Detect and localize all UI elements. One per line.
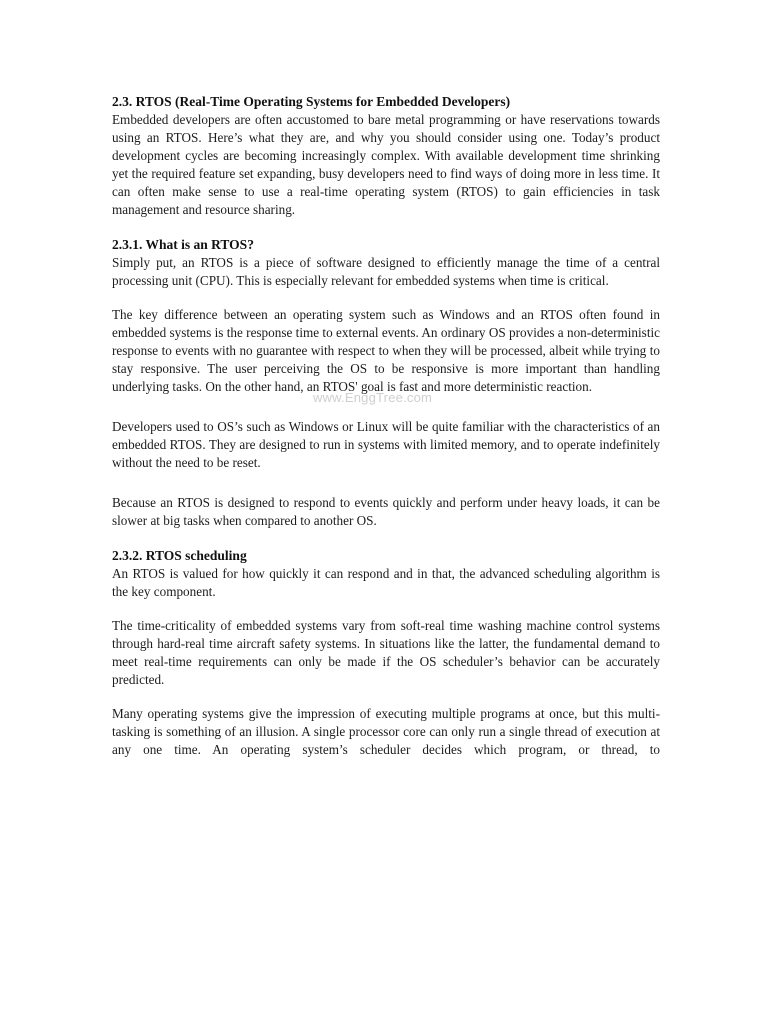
watermark-text: www.EnggTree.com xyxy=(313,390,433,405)
paragraph-slower-big-tasks: Because an RTOS is designed to respond to events quickly and perform under heavy loads, it can be slower at big tasks when compared to another OS. xyxy=(112,495,660,528)
paragraph-what-is-rtos: Simply put, an RTOS is a piece of software designed to efficiently manage the time of a central processing unit (CPU). This is especially relevant for embedded systems when time is critical. xyxy=(112,255,660,288)
paragraph-developers-familiar: Developers used to OS’s such as Windows or Linux will be quite familiar with the characteristics of an embedded RTOS. They are designed to run in systems with limited memory, and to operate indefinitely without the need to be reset. xyxy=(112,419,660,470)
paragraph-time-criticality: The time-criticality of embedded systems vary from soft-real time washing machine control systems through hard-real time aircraft safety systems. In situations like the latter, the fundamental demand to meet real-time requirements can only be made if the OS scheduler’s behavior can be accurately predicted. xyxy=(112,618,660,687)
section-heading-2-3-1: 2.3.1. What is an RTOS? xyxy=(112,237,254,252)
paragraph-multitasking: Many operating systems give the impression of executing multiple programs at once, but this multi-tasking is something of an illusion. A single processor core can only run a single thread of execution at any one time. An operating system’s scheduler decides which program, or thread, to xyxy=(112,706,660,757)
paragraph-rtos-intro: Embedded developers are often accustomed to bare metal programming or have reservations towards using an RTOS. Here’s what they are, and why you should consider using one. Today’s product development cycles are becoming increasingly complex. With available development time shrinking yet the required feature set expanding, busy developers need to find ways of doing more in less time. It can often make sense to use a real-time operating system (RTOS) to gain efficiencies in task management and resource sharing. xyxy=(112,112,660,217)
paragraph-scheduling-key: An RTOS is valued for how quickly it can respond and in that, the advanced scheduling algorithm is the key component. xyxy=(112,566,660,599)
section-heading-2-3-2: 2.3.2. RTOS scheduling xyxy=(112,548,247,563)
document-page xyxy=(112,93,660,759)
section-heading-2-3: 2.3. RTOS (Real-Time Operating Systems for Embedded Developers) xyxy=(112,94,511,109)
paragraph-key-difference: The key difference between an operating system such as Windows and an RTOS often found in embedded systems is the response time to external events. An ordinary OS provides a non-deterministic response to events with no guarantee with respect to when they will be processed, albeit while trying to stay responsive. The user perceiving the OS to be responsive is more important than handling underlying tasks. On the other hand, an RTOS' goal is fast and more deterministic reaction. xyxy=(112,307,660,394)
